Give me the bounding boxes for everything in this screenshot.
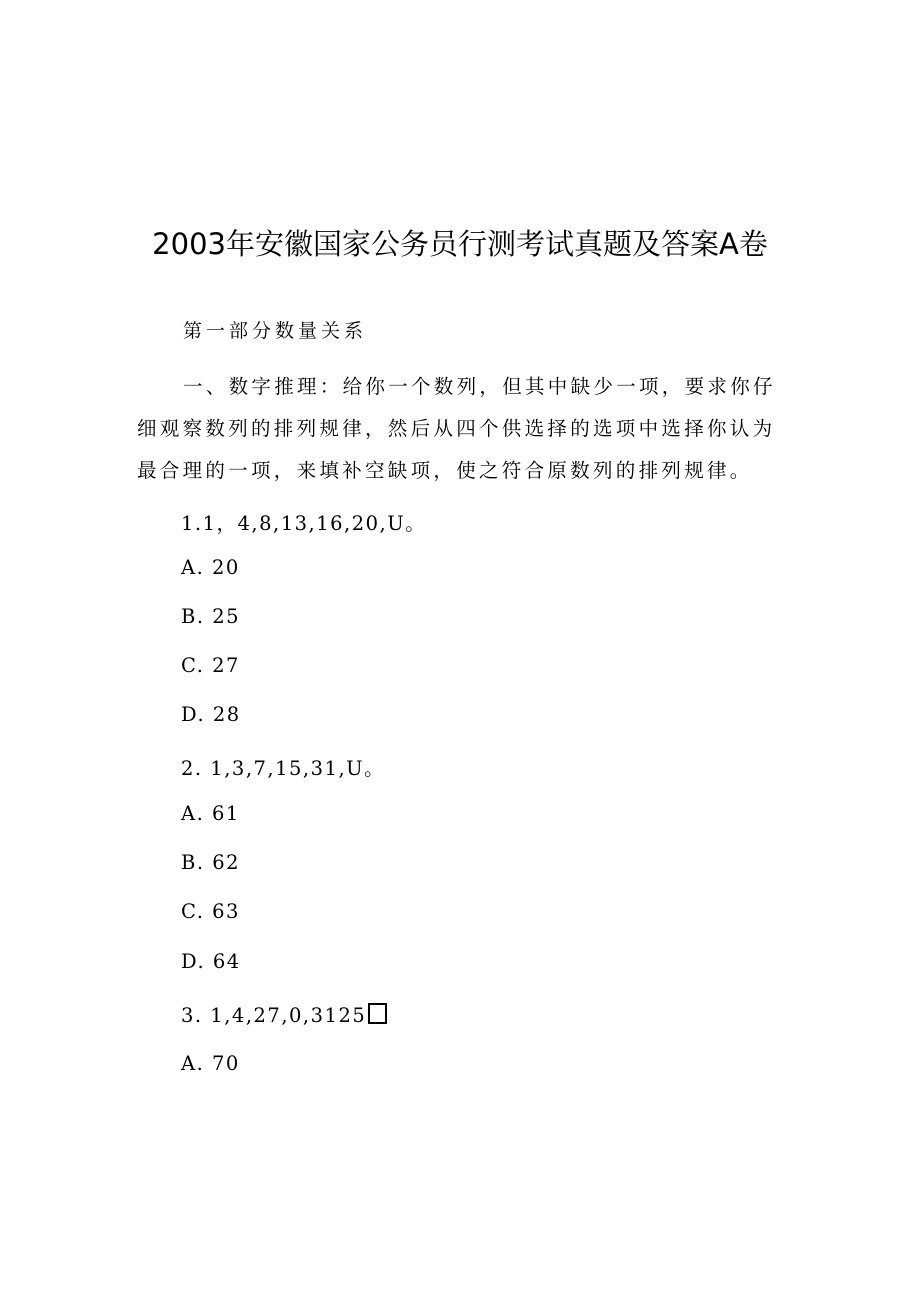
question-2-stem: 2. 1,3,7,15,31,U。 — [181, 757, 386, 780]
question-3-stem: 3. 1,4,27,0,3125 — [181, 1004, 367, 1027]
question-1-option-c: C. 27 — [181, 654, 240, 677]
question-1-option-b: B. 25 — [181, 605, 241, 628]
blank-box-icon — [368, 1003, 387, 1024]
question-1-option-d: D. 28 — [181, 703, 241, 726]
section-heading: 第一部分数量关系 — [183, 320, 368, 342]
intro-paragraph: 一、数字推理：给你一个数列，但其中缺少一项，要求你仔细观察数列的排列规律，然后从四个供选择的选项中选择你认为最合理的一项，来填补空缺项，使之符合原数列的排列规律。 — [137, 375, 776, 482]
question-2-option-c: C. 63 — [181, 900, 240, 923]
document-title: 2003年安徽国家公务员行测考试真题及答案A卷 — [152, 227, 768, 261]
question-3-row — [181, 1003, 387, 1027]
question-2-option-b: B. 62 — [181, 851, 241, 874]
question-1-option-a: A. 20 — [181, 556, 240, 579]
question-1-stem: 1.1，4,8,13,16,20,U。 — [181, 512, 427, 535]
question-2-option-d: D. 64 — [181, 950, 241, 973]
question-2-option-a: A. 61 — [181, 802, 240, 825]
question-3-option-a: A. 70 — [181, 1052, 240, 1075]
